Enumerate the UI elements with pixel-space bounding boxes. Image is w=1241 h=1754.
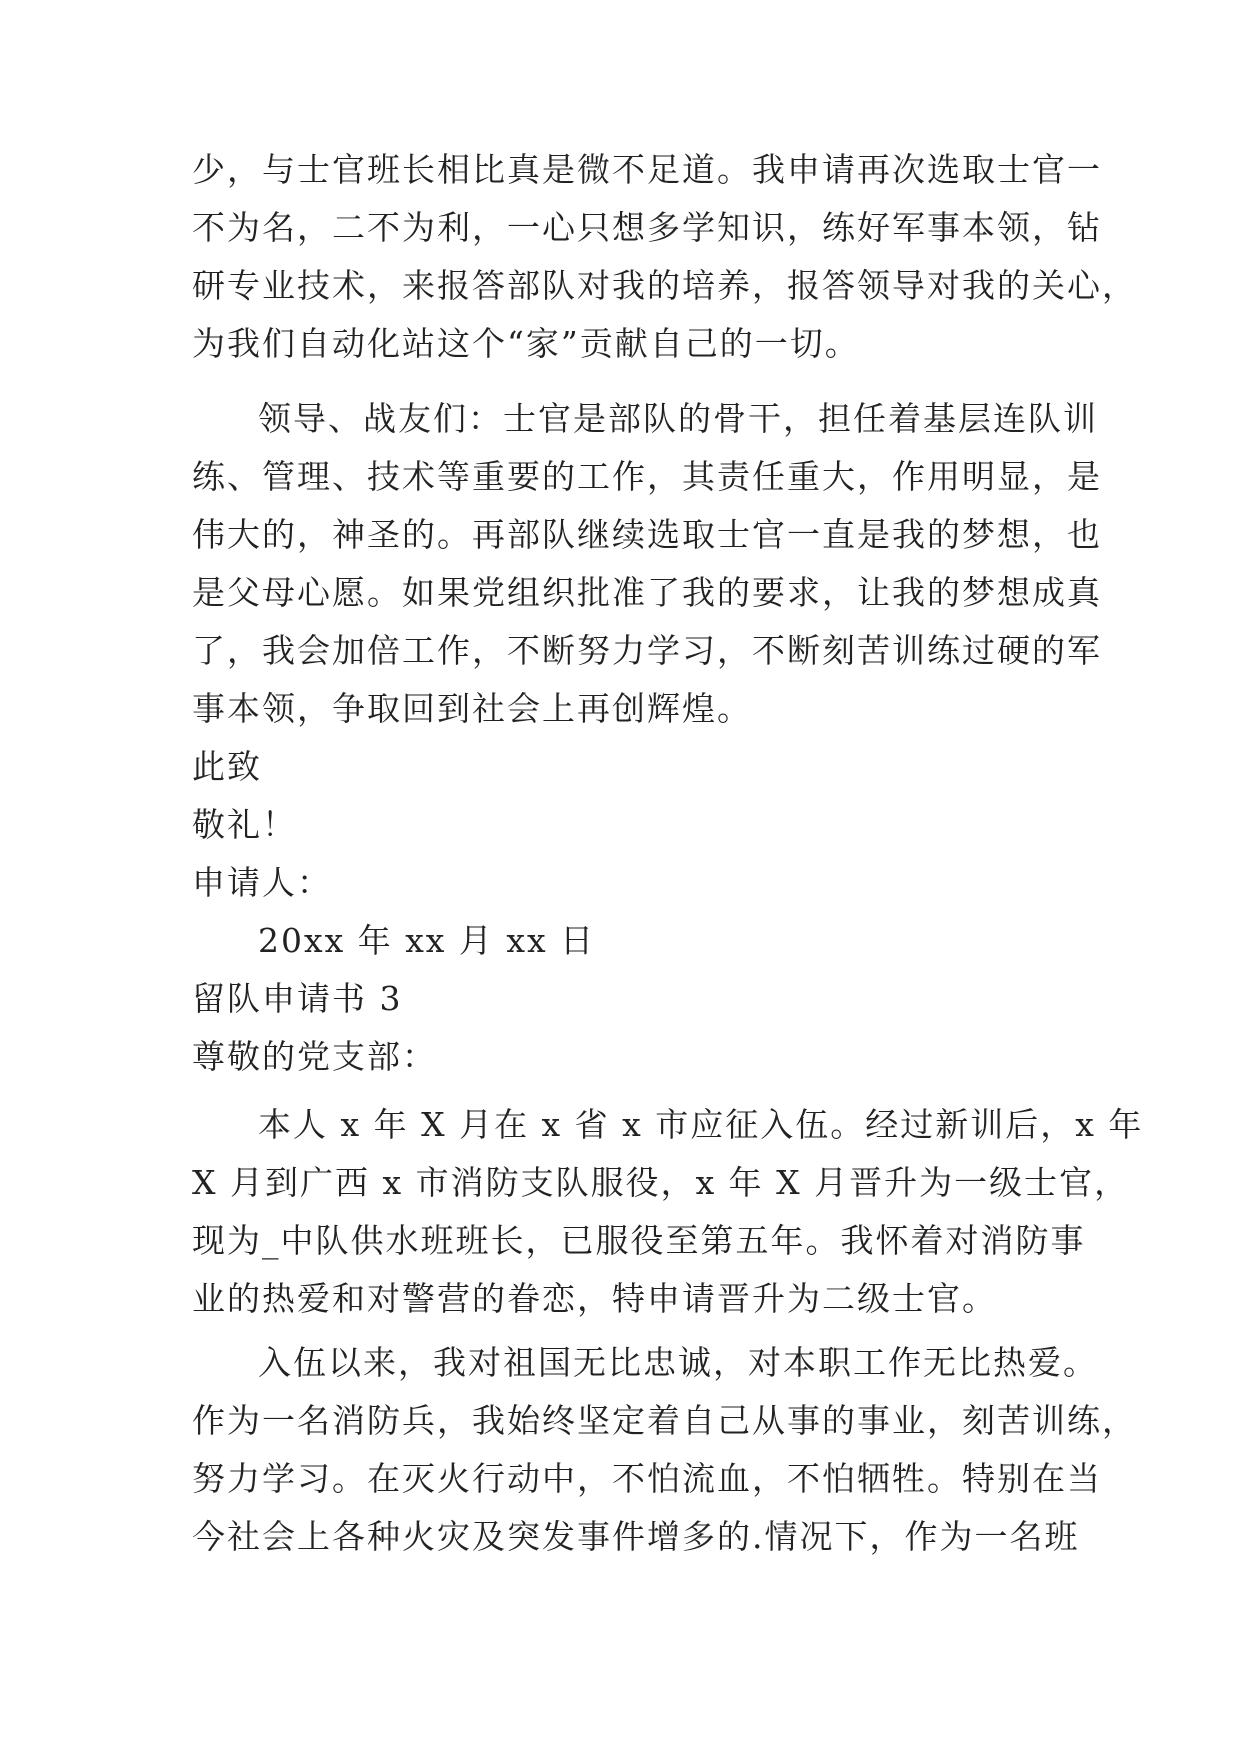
text-line: 作为一名消防兵，我始终坚定着自己从事的事业，刻苦训练， bbox=[192, 1401, 1137, 1440]
text-line: 是父母心愿。如果党组织批准了我的要求，让我的梦想成真 bbox=[192, 573, 1102, 612]
text-line: 伟大的，神圣的。再部队继续选取士官一直是我的梦想，也 bbox=[192, 515, 1102, 554]
text-line: X 月到广西 x 市消防支队服役，x 年 X 月晋升为一级士官， bbox=[192, 1163, 1130, 1202]
text-line: 入伍以来，我对祖国无比忠诚，对本职工作无比热爱。 bbox=[258, 1343, 1098, 1382]
text-line: 领导、战友们：士官是部队的骨干，担任着基层连队训 bbox=[258, 399, 1098, 438]
text-line: 本人 x 年 X 月在 x 省 x 市应征入伍。经过新训后，x 年 bbox=[258, 1105, 1144, 1144]
text-line: 研专业技术，来报答部队对我的培养，报答领导对我的关心， bbox=[192, 266, 1137, 305]
text-line: 事本领，争取回到社会上再创辉煌。 bbox=[192, 689, 752, 728]
closing-regards: 敬礼！ bbox=[192, 805, 297, 844]
text-line: 了，我会加倍工作，不断努力学习，不断刻苦训练过硬的军 bbox=[192, 631, 1102, 670]
text-line: 少，与士官班长相比真是微不足道。我申请再次选取士官一 bbox=[192, 150, 1102, 189]
date-line: 20xx 年 xx 月 xx 日 bbox=[258, 921, 596, 960]
applicant-label: 申请人： bbox=[192, 863, 332, 902]
text-line: 现为_中队供水班班长，已服役至第五年。我怀着对消防事 bbox=[192, 1221, 1086, 1260]
text-line: 练、管理、技术等重要的工作，其责任重大，作用明显，是 bbox=[192, 457, 1102, 496]
text-line: 今社会上各种火灾及突发事件增多的.情况下，作为一名班 bbox=[192, 1517, 1080, 1556]
text-line: 为我们自动化站这个“家”贡献自己的一切。 bbox=[192, 324, 860, 363]
closing-salutation: 此致 bbox=[192, 747, 262, 786]
text-line: 不为名，二不为利，一心只想多学知识，练好军事本领，钻 bbox=[192, 208, 1102, 247]
addressee: 尊敬的党支部： bbox=[192, 1037, 437, 1076]
text-line: 业的热爱和对警营的眷恋，特申请晋升为二级士官。 bbox=[192, 1279, 997, 1318]
section-title: 留队申请书 3 bbox=[192, 979, 403, 1018]
text-line: 努力学习。在灭火行动中，不怕流血，不怕牺牲。特别在当 bbox=[192, 1459, 1102, 1498]
